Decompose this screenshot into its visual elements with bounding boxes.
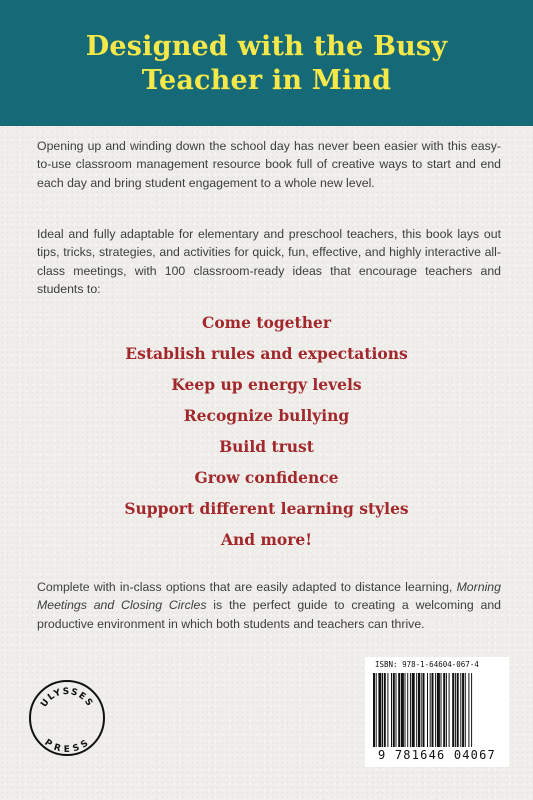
publisher-logo <box>27 678 107 758</box>
benefit-item: Build trust <box>219 437 314 456</box>
headline-line-1: Designed with the Busy <box>85 31 448 62</box>
barcode-bars <box>373 673 501 747</box>
book-title: Morning Meetings and Closing Circles <box>37 580 501 613</box>
isbn-label: ISBN: 978-1-64604-067-4 <box>375 660 479 669</box>
benefits-list <box>0 307 533 555</box>
benefit-item: Come together <box>202 313 331 332</box>
header-banner <box>0 0 533 126</box>
closing-paragraph <box>37 578 501 633</box>
intro-paragraph: Opening up and winding down the school day has never been easier with this easy-to-use classroom management resource book full of creative ways to start and end each day and bring student engagement to a whole new level. <box>37 139 501 190</box>
closing-text-end: is the perfect guide to creating a welcoming and productive environment in which both students and teachers can thrive. <box>37 598 502 631</box>
benefit-item: Recognize bullying <box>183 406 350 425</box>
benefit-item: Keep up energy levels <box>171 375 362 394</box>
svg-text:PRESS <box>42 738 91 755</box>
benefit-item: Grow confidence <box>194 468 339 487</box>
benefit-item: Support different learning styles <box>124 499 409 518</box>
svg-text:ULYSSES <box>39 687 94 709</box>
headline-line-2: Teacher in Mind <box>141 65 392 96</box>
headline <box>0 30 533 98</box>
barcode-number: 9 781646 04067 <box>378 748 496 762</box>
logo-top-text: ULYSSES <box>39 686 95 710</box>
benefit-item: And more! <box>220 530 313 549</box>
closing-text-start: Complete with in-class options that are easily adapted to distance learning, <box>37 580 457 594</box>
benefit-item: Establish rules and expectations <box>125 344 408 363</box>
barcode <box>365 657 509 767</box>
logo-bottom-text: PRESS <box>42 737 92 756</box>
description-paragraph: Ideal and fully adaptable for elementary and preschool teachers, this book lays out tips, tricks, strategies, and activities for quick, fun, effective, and highly interactive all-class meetings, with 100 classroom-ready ideas that encourage teachers and students to: <box>37 227 501 297</box>
